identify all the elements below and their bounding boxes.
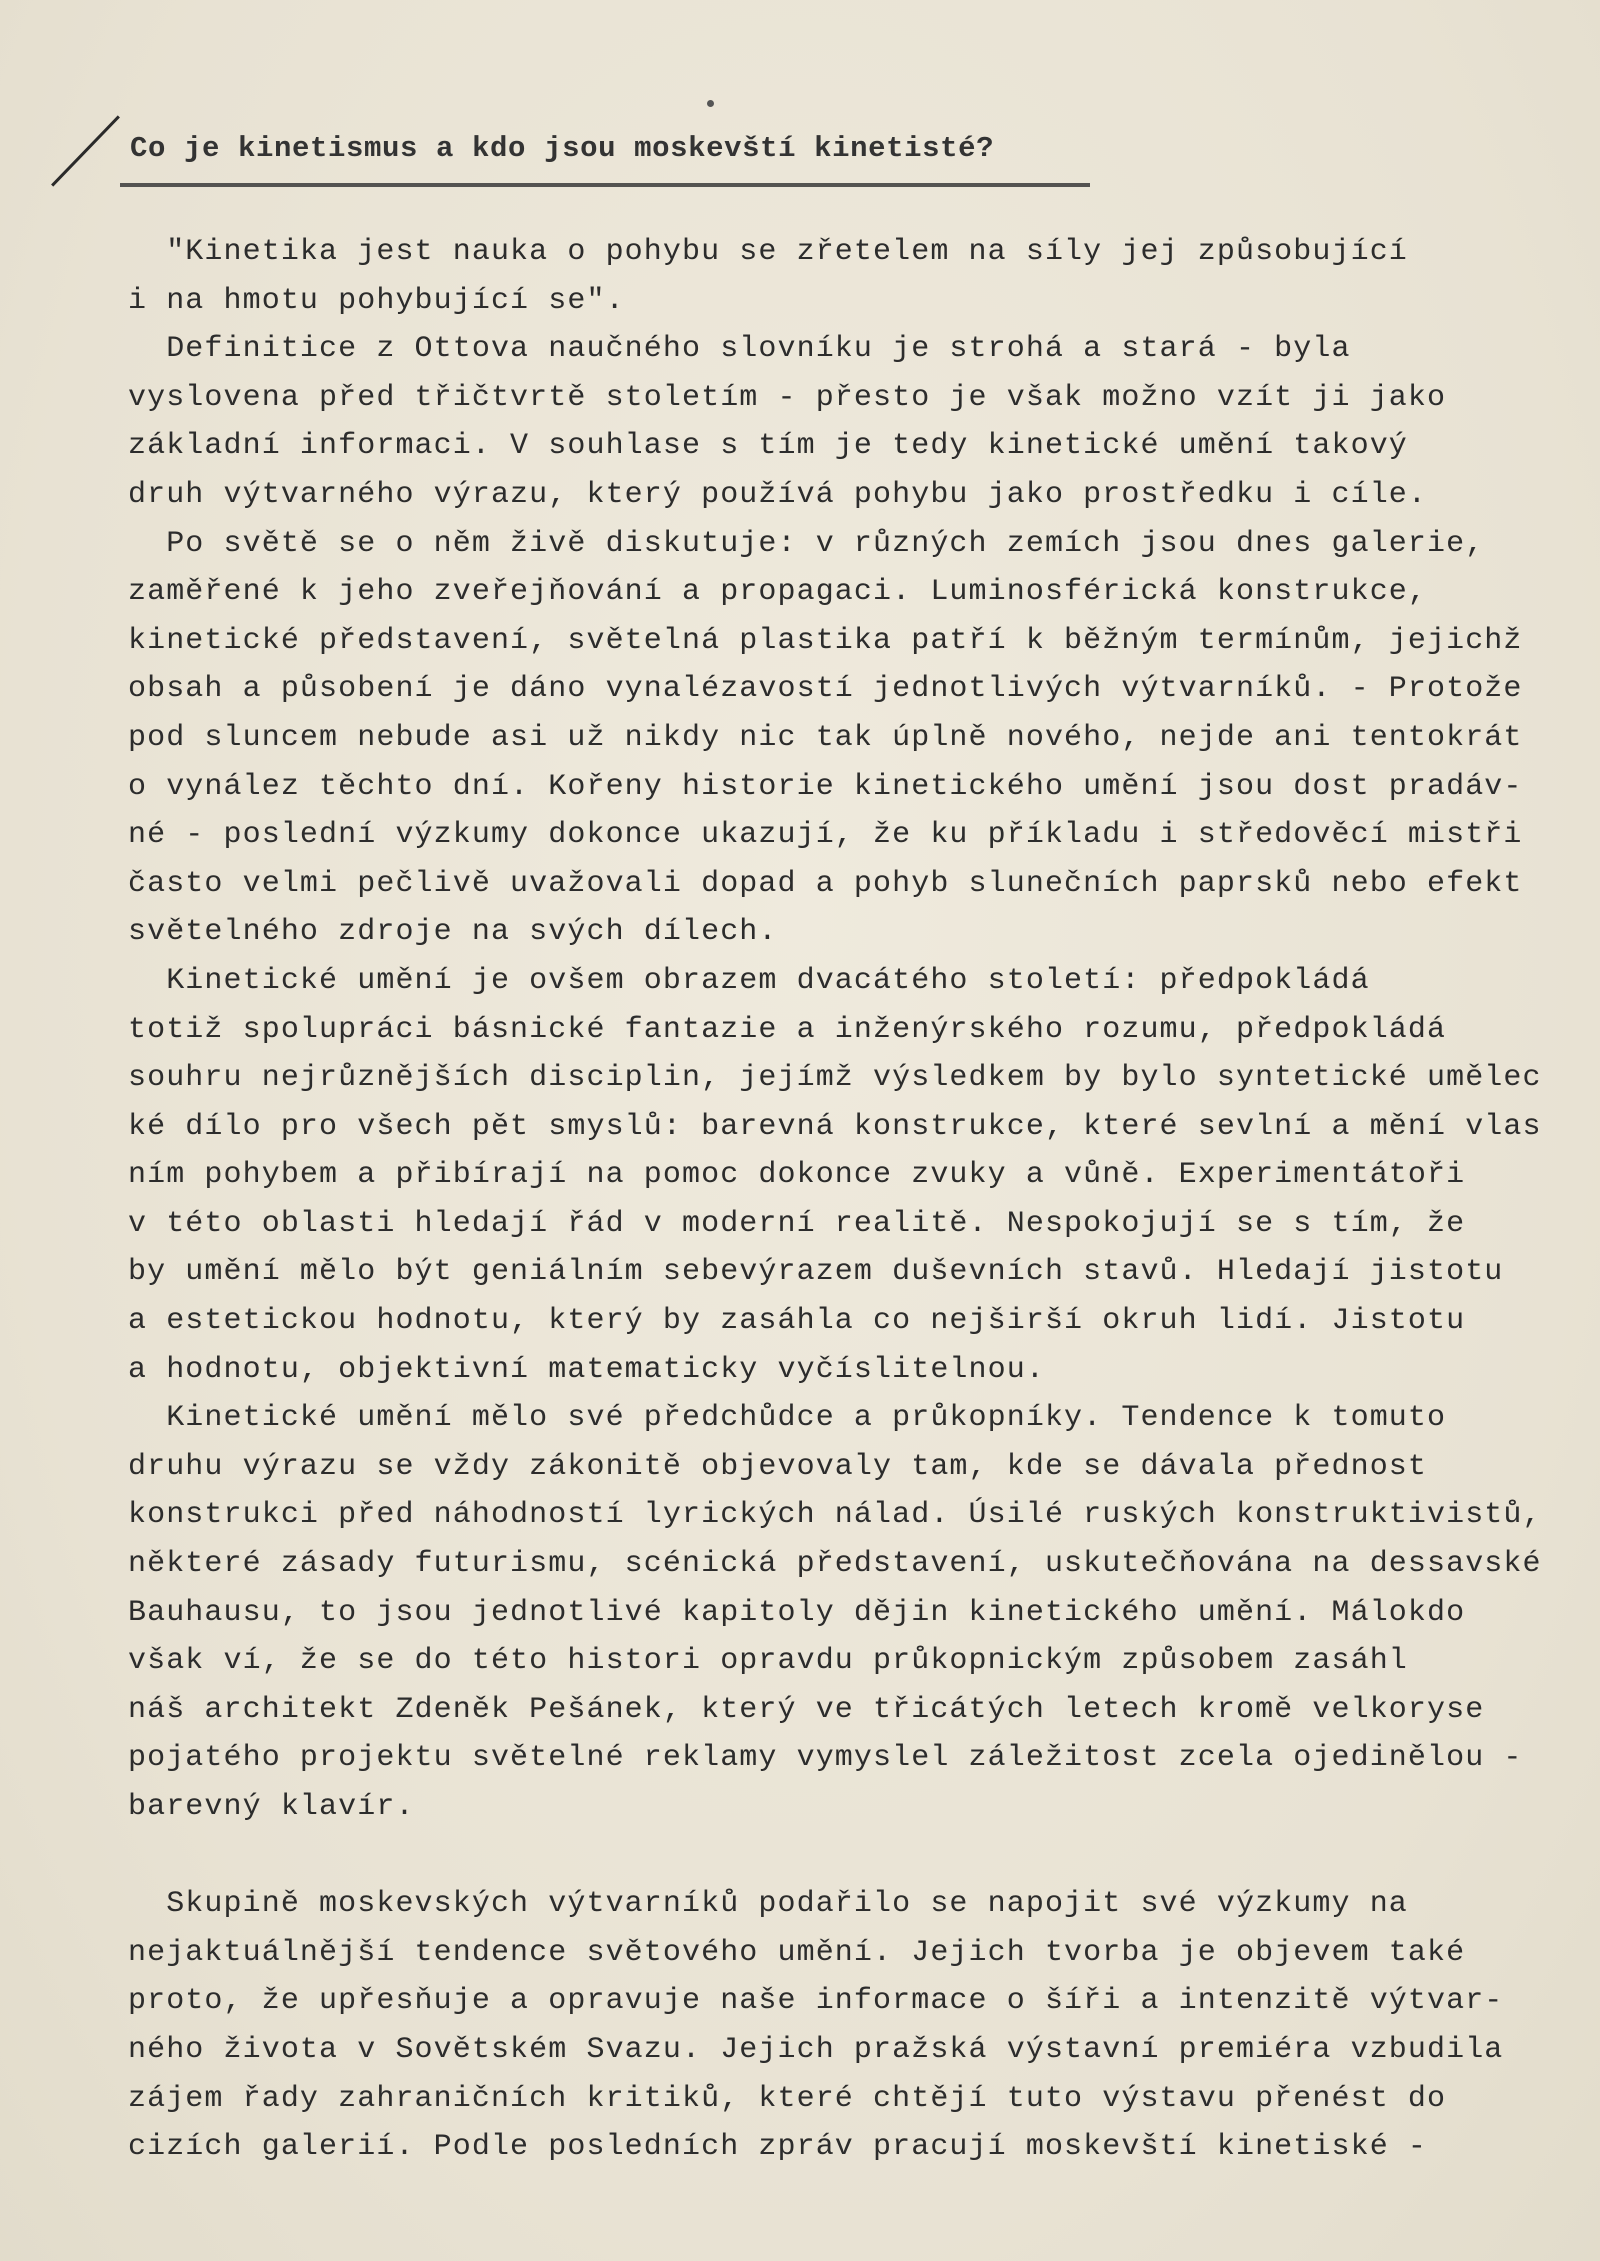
text-line: a hodnotu, objektivní matematicky vyčíslitelnou. <box>128 1352 1045 1387</box>
text-line: Kinetické umění je ovšem obrazem dvacátého století: předpokládá <box>128 963 1370 998</box>
text-line: nejaktuálnější tendence světového umění. Jejich tvorba je objevem také <box>128 1935 1466 1970</box>
text-line: ného života v Sovětském Svazu. Jejich pražská výstavní premiéra vzbudila <box>128 2032 1504 2067</box>
text-line: i na hmotu pohybující se". <box>128 283 625 318</box>
text-line: by umění mělo být geniálním sebevýrazem duševních stavů. Hledají jistotu <box>128 1255 1504 1290</box>
text-line: Skupině moskevských výtvarníků podařilo se napojit své výzkumy na <box>128 1887 1408 1922</box>
text-line: zaměřené k jeho zveřejňování a propagaci. Luminosférická konstrukce, <box>128 575 1427 610</box>
ink-dot <box>707 100 714 107</box>
text-line: vyslovena před třičtvrtě stoletím - přesto je však možno vzít ji jako <box>128 380 1447 415</box>
text-line: né - poslední výzkumy dokonce ukazují, že ku příkladu i středověcí mistři <box>128 818 1523 853</box>
text-line: pojatého projektu světelné reklamy vymyslel záležitost zcela ojedinělou - <box>128 1741 1523 1776</box>
text-line: často velmi pečlivě uvažovali dopad a pohyb slunečních paprsků nebo efekt <box>128 866 1523 901</box>
document-title: Co je kinetismus a kdo jsou moskevští kinetisté? <box>130 132 995 165</box>
text-line: druh výtvarného výrazu, který používá pohybu jako prostředku i cíle. <box>128 477 1427 512</box>
text-line: v této oblasti hledají řád v moderní realitě. Nespokojují se s tím, že <box>128 1206 1466 1241</box>
text-line: světelného zdroje na svých dílech. <box>128 915 778 950</box>
text-line: základní informaci. V souhlase s tím je tedy kinetické umění takový <box>128 429 1408 464</box>
text-line: ním pohybem a přibírají na pomoc dokonce zvuky a vůně. Experimentátoři <box>128 1158 1466 1193</box>
text-line: proto, že upřesňuje a opravuje naše informace o šíři a intenzitě výtvar- <box>128 1984 1504 2019</box>
text-line: Po světě se o něm živě diskutuje: v různých zemích jsou dnes galerie, <box>128 526 1485 561</box>
document-body <box>128 228 1568 2172</box>
text-line: totiž spolupráci básnické fantazie a inženýrského rozumu, předpokládá <box>128 1012 1447 1047</box>
text-line: Kinetické umění mělo své předchůdce a průkopníky. Tendence k tomuto <box>128 1401 1447 1436</box>
text-line: cizích galerií. Podle posledních zpráv pracují moskevští kinetiské - <box>128 2130 1427 2165</box>
text-line: Definitice z Ottova naučného slovníku je strohá a stará - byla <box>128 332 1351 367</box>
text-line: některé zásady futurismu, scénická představení, uskutečňována na dessavské <box>128 1547 1542 1582</box>
text-line: o vynález těchto dní. Kořeny historie kinetického umění jsou dost pradáv- <box>128 769 1523 804</box>
text-line: kinetické představení, světelná plastika patří k běžným termínům, jejichž <box>128 623 1523 658</box>
text-line: náš architekt Zdeněk Pešánek, který ve třicátých letech kromě velkoryse <box>128 1692 1485 1727</box>
text-line: konstrukci před náhodností lyrických nálad. Úsilé ruských konstruktivistů, <box>128 1498 1542 1533</box>
text-line: pod sluncem nebude asi už nikdy nic tak úplně nového, nejde ani tentokrát <box>128 720 1523 755</box>
text-line: souhru nejrůznějších disciplin, jejímž výsledkem by bylo syntetické umělec <box>128 1061 1542 1096</box>
text-line: barevný klavír. <box>128 1790 415 1824</box>
text-line: obsah a působení je dáno vynalézavostí jednotlivých výtvarníků. - Protože <box>128 672 1523 707</box>
title-underline <box>120 183 1090 187</box>
text-line: druhu výrazu se vždy zákonitě objevovaly tam, kde se dávala přednost <box>128 1449 1427 1484</box>
text-line: "Kinetika jest nauka o pohybu se zřetelem na síly jej způsobující <box>128 235 1408 269</box>
text-line: a estetickou hodnotu, který by zasáhla co nejširší okruh lidí. Jistotu <box>128 1304 1466 1339</box>
text-line: zájem řady zahraničních kritiků, které chtějí tuto výstavu přenést do <box>128 2081 1447 2116</box>
text-line: však ví, že se do této histori opravdu průkopnickým způsobem zasáhl <box>128 1644 1408 1679</box>
text-line: Bauhausu, to jsou jednotlivé kapitoly dějin kinetického umění. Málokdo <box>128 1595 1466 1630</box>
text-line: ké dílo pro všech pět smyslů: barevná konstrukce, které sevlní a mění vlas <box>128 1109 1542 1144</box>
text-line <box>128 1832 1568 1881</box>
pencil-slash-mark <box>51 115 120 186</box>
